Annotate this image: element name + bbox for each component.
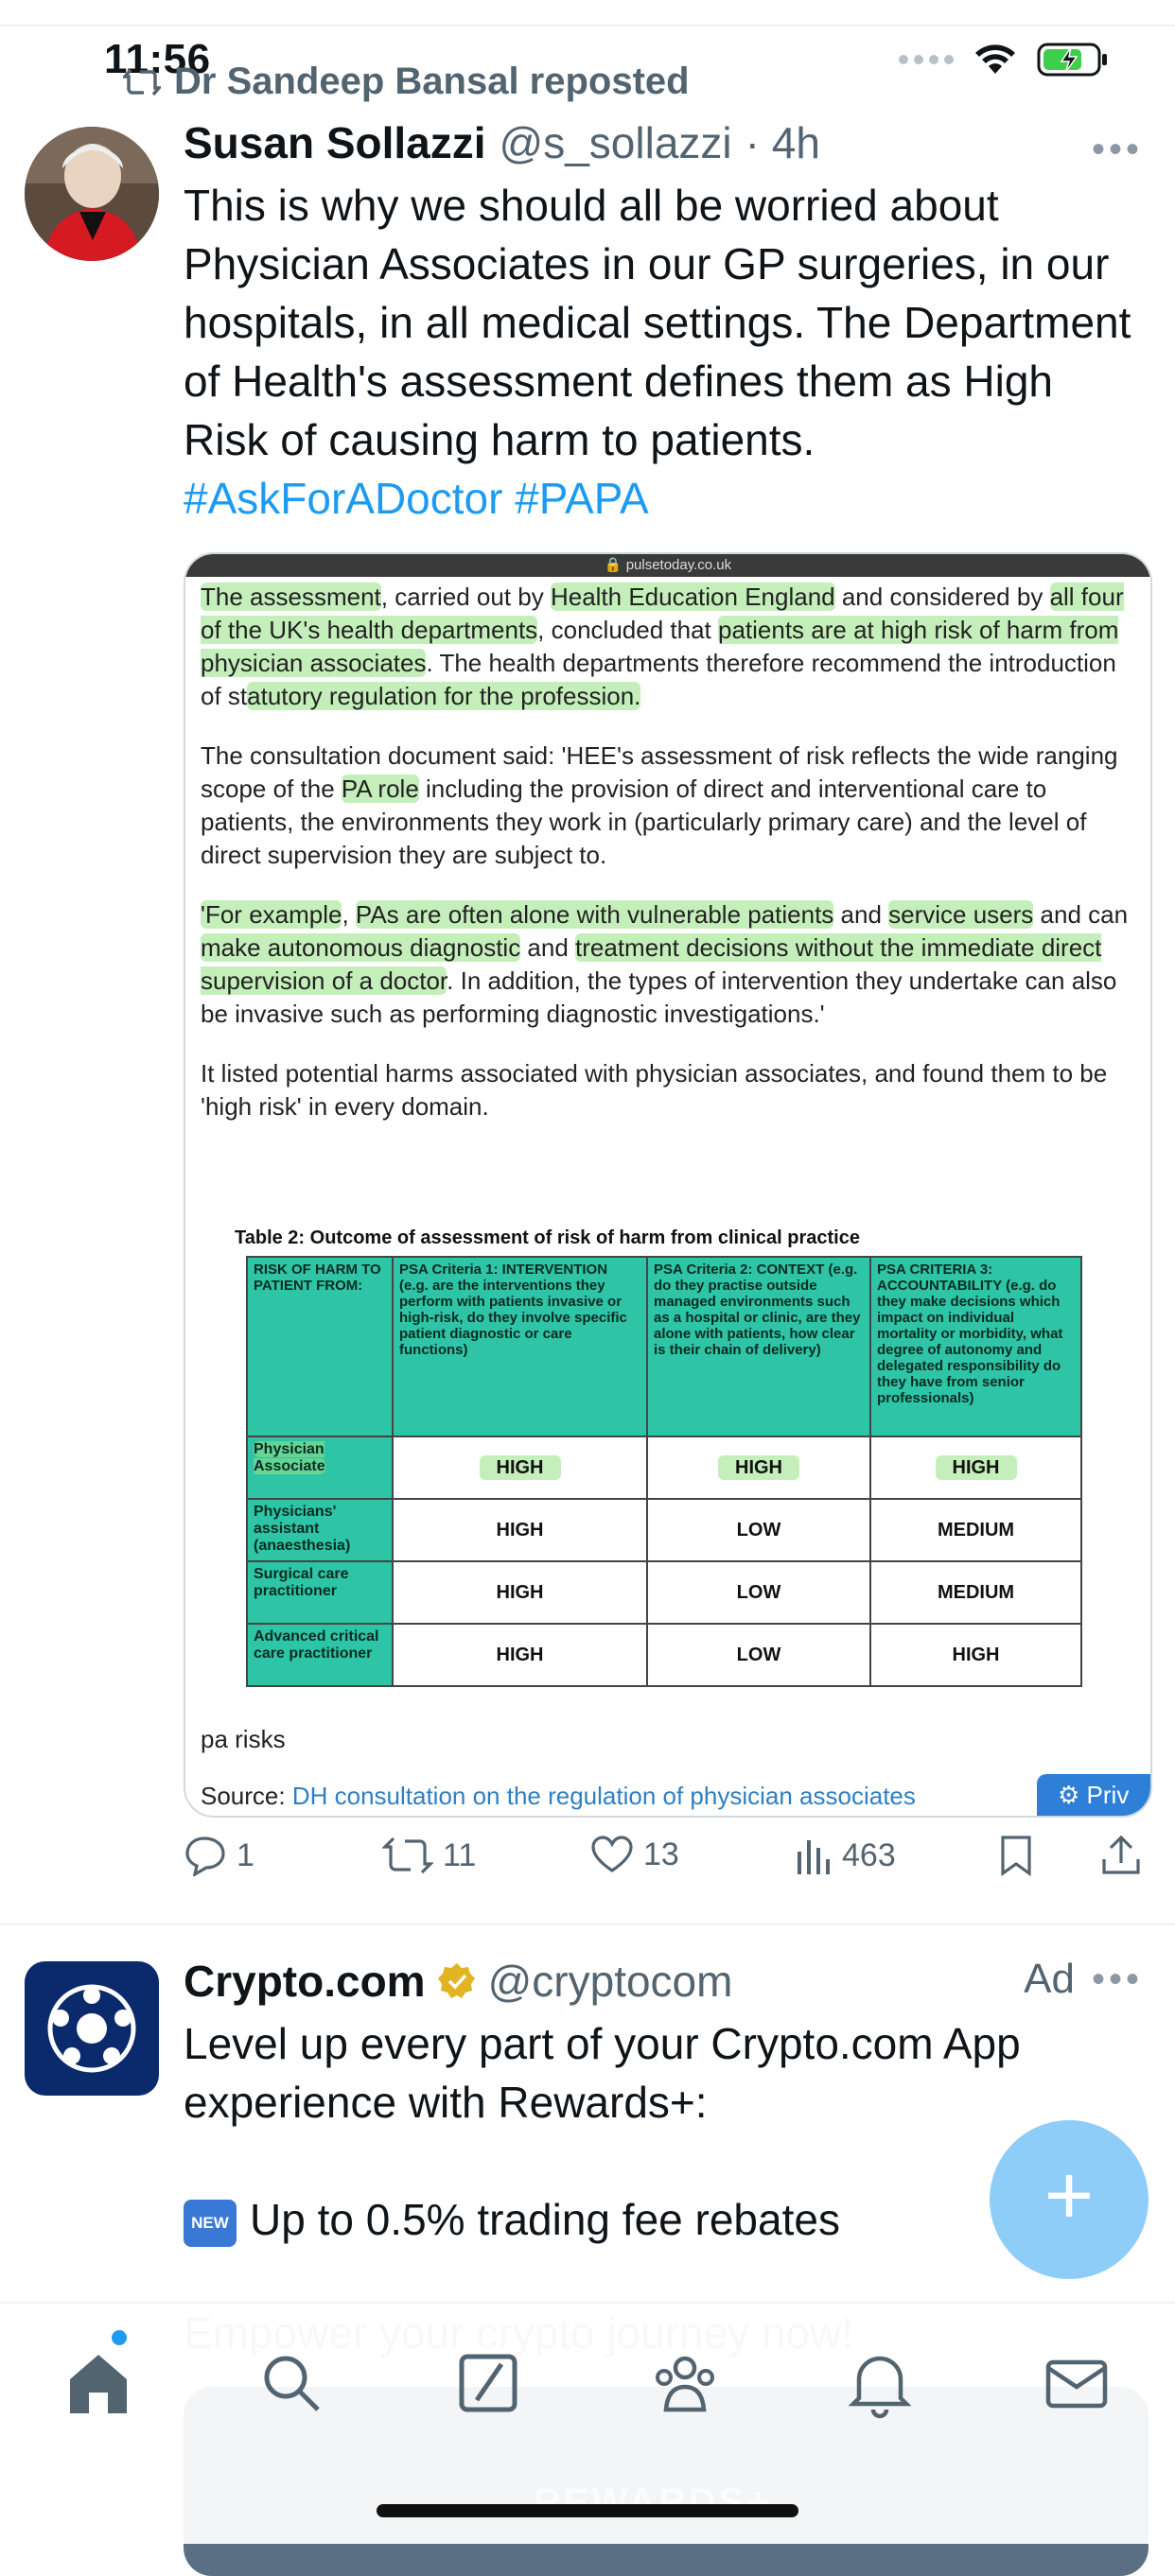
- analytics-icon: [795, 1835, 833, 1876]
- like-button[interactable]: [590, 1835, 679, 1874]
- status-icons: [899, 42, 1109, 78]
- bookmark-button[interactable]: [999, 1835, 1033, 1876]
- advertiser-avatar[interactable]: [25, 1961, 159, 2096]
- messages-icon[interactable]: [1039, 2345, 1114, 2421]
- advertiser-name[interactable]: Crypto.com: [184, 1957, 426, 2006]
- views-button[interactable]: [795, 1835, 896, 1876]
- repost-text: Dr Sandeep Bansal reposted: [174, 61, 690, 102]
- repost-icon: [382, 1835, 433, 1876]
- tweet-divider: [0, 1923, 1175, 1925]
- reply-count: 1: [237, 1836, 254, 1873]
- top-divider: [0, 25, 1175, 26]
- author-name[interactable]: Susan Sollazzi: [184, 118, 486, 167]
- cellular-signal-icon: [899, 55, 954, 64]
- status-time: 11:56: [104, 36, 211, 82]
- ad-body: Level up every part of your Crypto.com App experience with Rewards+:: [184, 2019, 1021, 2127]
- tweet-media-image[interactable]: [184, 552, 1152, 1818]
- new-badge-icon: NEW: [184, 2200, 237, 2247]
- table-cell: LOW: [647, 1499, 870, 1561]
- article-paragraph: The consultation document said: 'HEE's assessment of risk reflects the wide ranging scope of the PA role including the provision of direct and interventional care to patients, the environments they work in (particularly primary care) and the level of direct supervision they are subject to.: [201, 741, 1118, 869]
- table-cell: Surgical care practitioner: [247, 1561, 393, 1624]
- table-cell: Physician Associate: [247, 1436, 393, 1499]
- like-count: 13: [643, 1836, 679, 1872]
- reply-icon: [184, 1835, 227, 1876]
- communities-icon[interactable]: [647, 2345, 723, 2421]
- wifi-icon: [974, 44, 1016, 76]
- table-cell: LOW: [647, 1561, 870, 1624]
- avatar-photo: [25, 127, 159, 261]
- repost-icon: [123, 66, 161, 98]
- ad-label: Ad: [1024, 1956, 1075, 2002]
- share-button[interactable]: [1101, 1835, 1141, 1876]
- ad-line: Up to 0.5% trading fee rebates: [250, 2195, 840, 2244]
- reply-button[interactable]: [184, 1835, 254, 1876]
- table-cell: HIGH: [647, 1436, 870, 1499]
- more-options-icon[interactable]: •••: [1091, 129, 1143, 170]
- bookmark-icon: [999, 1835, 1033, 1876]
- view-count: 463: [842, 1836, 896, 1873]
- image-source: Source: DH consultation on the regulation of physician associates: [201, 1782, 916, 1810]
- table-header-row: [247, 1257, 1081, 1436]
- compose-button[interactable]: +: [990, 2120, 1149, 2279]
- source-link[interactable]: DH consultation on the regulation of physician associates: [291, 1782, 916, 1810]
- tweet-body: This is why we should all be worried about Physician Associates in our GP surgeries, in our hospitals, in all medical settings. The Department of Health's assessment defines them as High Risk of causing harm to patients.: [184, 181, 1131, 464]
- verified-badge-icon: [437, 1961, 477, 2001]
- search-icon[interactable]: [254, 2345, 329, 2421]
- share-icon: [1101, 1835, 1141, 1876]
- tweet-text: [184, 176, 1139, 528]
- heart-icon: [590, 1835, 634, 1874]
- ad-meta: [1024, 1956, 1143, 2003]
- table-cell: Physicians' assistant (anaesthesia): [247, 1499, 393, 1561]
- tweet-header: [184, 117, 820, 168]
- author-handle[interactable]: @s_sollazzi: [499, 118, 732, 167]
- ad-text: [184, 2014, 1035, 2249]
- table-row: [247, 1436, 1081, 1499]
- media-site: pulsetoday.co.uk: [625, 557, 732, 573]
- repost-count: 11: [443, 1836, 477, 1873]
- table-row: [247, 1561, 1081, 1624]
- home-icon[interactable]: [61, 2345, 136, 2421]
- avatar[interactable]: [25, 127, 159, 261]
- risk-table: [246, 1256, 1082, 1687]
- advertiser-handle[interactable]: @cryptocom: [487, 1957, 733, 2006]
- home-indicator[interactable]: [377, 2504, 798, 2517]
- crypto-logo-icon: [25, 1961, 159, 2096]
- table-cell: MEDIUM: [870, 1561, 1081, 1624]
- table-cell: Advanced critical care practitioner: [247, 1624, 393, 1686]
- notifications-icon[interactable]: [842, 2345, 918, 2421]
- ad-header: [184, 1956, 732, 2007]
- table-row: [247, 1624, 1081, 1686]
- table-cell: HIGH: [393, 1561, 647, 1624]
- article-paragraph: 'For example, PAs are often alone with vulnerable patients and service users and can make autonomous diagnostic and treatment decisions without the immediate direct supervision of a doctor. In addition, the types of intervention they undertake can also be invasive such as performing diagnostic investigations.': [201, 900, 1129, 1028]
- article-excerpt: [201, 581, 1137, 1150]
- table-row: [247, 1499, 1081, 1561]
- grok-icon[interactable]: [450, 2345, 526, 2421]
- battery-charging-icon: [1037, 42, 1109, 78]
- table-cell: LOW: [647, 1624, 870, 1686]
- tweet-actions: [184, 1835, 1149, 1891]
- article-paragraph: It listed potential harms associated with physician associates, and found them to be 'high risk' in every domain.: [201, 1059, 1108, 1121]
- table-cell: HIGH: [870, 1436, 1081, 1499]
- more-options-icon[interactable]: •••: [1091, 1958, 1143, 2000]
- article-paragraph: The assessment, carried out by Health Education England and considered by all four of the UK's health departments, concluded that patients are at high risk of harm from physician associates. The health departments therefore recommend the introduction of statutory regulation for the profession.: [201, 583, 1124, 710]
- table-cell: HIGH: [393, 1624, 647, 1686]
- repost-label[interactable]: [123, 61, 690, 103]
- table-cell: MEDIUM: [870, 1499, 1081, 1561]
- tweet-time[interactable]: · 4h: [745, 118, 820, 167]
- table-header: RISK OF HARM TO PATIENT FROM:: [247, 1257, 393, 1436]
- table-cell: HIGH: [393, 1436, 647, 1499]
- tweet-hashtags[interactable]: #AskForADoctor #PAPA: [184, 474, 649, 523]
- notification-dot: [112, 2330, 127, 2345]
- table-cell: HIGH: [393, 1499, 647, 1561]
- table-caption: Table 2: Outcome of assessment of risk of harm from clinical practice: [235, 1227, 860, 1248]
- repost-button[interactable]: [382, 1835, 476, 1876]
- table-header: PSA CRITERIA 3: ACCOUNTABILITY (e.g. do they make decisions which impact on individual mortality or morbidity, what degree of autonomy and delegated responsibility do they have from senior professionals): [870, 1257, 1081, 1436]
- table-header: PSA Criteria 1: INTERVENTION (e.g. are the interventions they perform with patients invasive or high-risk, do they involve specific patient diagnostic or care functions): [393, 1257, 647, 1436]
- privacy-button[interactable]: ⚙ Priv: [1037, 1774, 1150, 1816]
- media-site-bar: 🔒 pulsetoday.co.uk: [185, 554, 1150, 577]
- table-cell: HIGH: [870, 1624, 1081, 1686]
- table-header: PSA Criteria 2: CONTEXT (e.g. do they practise outside managed environments such as a hospital or clinic, are they alone with patients, how clear is their chain of delivery): [647, 1257, 870, 1436]
- image-caption: pa risks: [201, 1725, 286, 1753]
